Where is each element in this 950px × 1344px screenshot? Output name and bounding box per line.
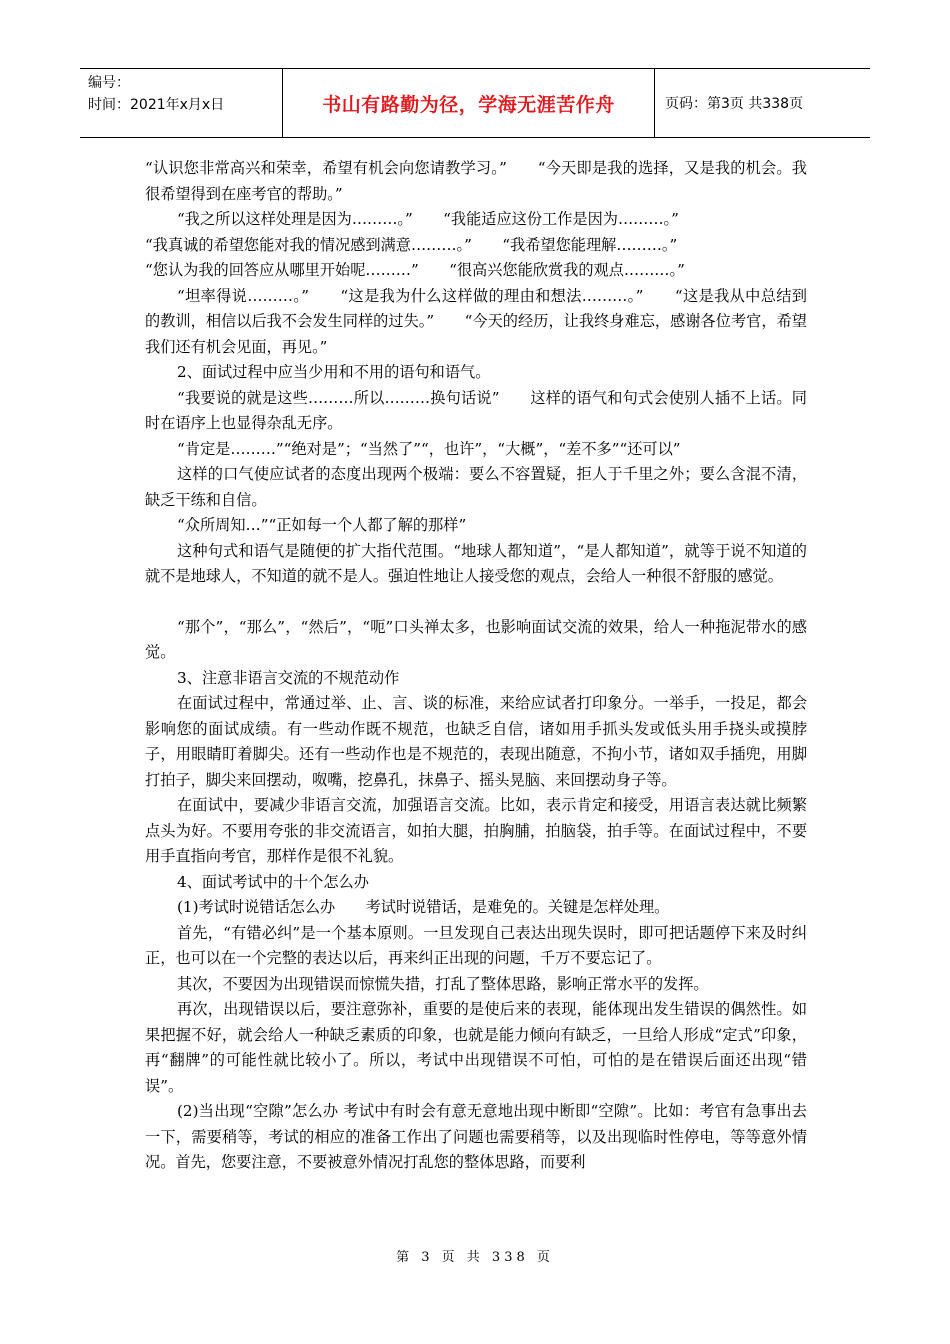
body-paragraph: “众所周知…”“正如每一个人都了解的那样” [177, 516, 467, 534]
body-paragraph: “我之所以这样处理是因为………。” “我能适应这份工作是因为………。” [177, 210, 679, 228]
body-paragraph: 首先，“有错必纠”是一个基本原则。一旦发现自己表达出现失误时，即可把话题停下来及时纠正，也可以在一个完整的表达以后，再来纠正出现的问题，千万不要忘记了。 [145, 923, 807, 967]
body-paragraph: 3、注意非语言交流的不规范动作 [177, 668, 400, 687]
page-header [80, 68, 870, 138]
document-number-label: 编号： [88, 75, 130, 91]
header-motto: 书山有路勤为径，学海无涯苦作舟 [283, 69, 655, 137]
body-paragraph: 再次，出现错误以后，要注意弥补，重要的是使后来的表现，能体现出发生错误的偶然性。如果把握不好，就会给人一种缺乏素质的印象，也就是能力倾向有缺乏，一旦给人形成“定式”印象，再“翻牌”的可能性就比较小了。所以，考试中出现错误不可怕，可怕的是在错误后面还出现“错误”。 [145, 1000, 807, 1095]
body-paragraph: “坦率得说………。” “这是我为什么这样做的理由和想法………。” “这是我从中总结到的教训，相信以后我不会发生同样的过失。” “今天的经历，让我终身难忘，感谢各位考官，希望我们还有机会见面，再见。” [145, 286, 807, 356]
body-paragraph: (1)考试时说错话怎么办 考试时说错话，是难免的。关键是怎样处理。 [177, 898, 670, 916]
page-footer: 第 3 页 共 338 页 [396, 1250, 554, 1265]
body-paragraph: “我真诚的希望您能对我的情况感到满意………。” “我希望您能理解………。” [145, 235, 678, 254]
header-left-cell [80, 69, 283, 137]
body-paragraph: 这样的口气使应试者的态度出现两个极端：要么不容置疑，拒人于千里之外；要么含混不清，缺乏干练和自信。 [145, 465, 807, 509]
body-paragraph: 4、面试考试中的十个怎么办 [177, 872, 369, 891]
paragraph-gap [145, 590, 807, 615]
body-paragraph: 其次，不要因为出现错误而惊慌失措，打乱了整体思路，影响正常水平的发挥。 [177, 974, 709, 993]
body-paragraph: (2)当出现“空隙”怎么办 考试中有时会有意无意地出现中断即“空隙”。比如：考官有急事出去一下，需要稍等，考试的相应的准备工作出了问题也需要稍等，以及出现临时性停电，等等意外情况。首先，您要注意，不要被意外情况打乱您的整体思路，而要利 [145, 1102, 807, 1171]
body-paragraph: 这种句式和语气是随便的扩大指代范围。“地球人都知道”，“是人都知道”，就等于说不知道的就不是地球人，不知道的就不是人。强迫性地让人接受您的观点，会给人一种很不舒服的感觉。 [145, 541, 807, 585]
body-paragraph: 2、面试过程中应当少用和不用的语句和语气。 [177, 363, 491, 381]
header-page-info: 页码：第3页 共338页 [665, 96, 804, 112]
body-paragraph: 在面试中，要减少非语言交流，加强语言交流。比如，表示肯定和接受，用语言表达就比频繁点头为好。不要用夸张的非交流语言，如拍大腿，拍胸脯，拍脑袋，拍手等。在面试过程中，不要用手直指向考官，那样作是很不礼貌。 [145, 796, 807, 865]
body-paragraph: “认识您非常高兴和荣幸，希望有机会向您请教学习。” “今天即是我的选择，又是我的机会。我很希望得到在座考官的帮助。” [145, 159, 807, 203]
body-paragraph: “那个”，“那么”，“然后”，“呃”口头禅太多，也影响面试交流的效果，给人一种拖泥带水的感觉。 [145, 617, 807, 661]
body-paragraph: 在面试过程中，常通过举、止、言、谈的标准，来给应试者打印象分。一举手，一投足，都会影响您的面试成绩。有一些动作既不规范，也缺乏自信，诸如用手抓头发或低头用手挠头或摸脖子，用眼睛盯着脚尖。还有一些动作也是不规范的，表现出随意，不拘小节，诸如双手插兜，用脚打拍子，脚尖来回摆动，呶嘴，挖鼻孔，抹鼻子、摇头晃脑、来回摆动身子等。 [145, 694, 807, 789]
body-paragraph: “您认为我的回答应从哪里开始呢………” “很高兴您能欣赏我的观点………。” [145, 261, 685, 279]
document-body [145, 156, 807, 1176]
body-paragraph: “肯定是………”“绝对是”；“当然了”“，也许”，“大概”，“差不多”“还可以” [177, 439, 681, 458]
document-date: 时间：2021年x月x日 [88, 97, 225, 113]
body-paragraph: “我要说的就是这些………所以………换句话说” 这样的语气和句式会使别人插不上话。同时在语序上也显得杂乱无序。 [145, 388, 807, 432]
